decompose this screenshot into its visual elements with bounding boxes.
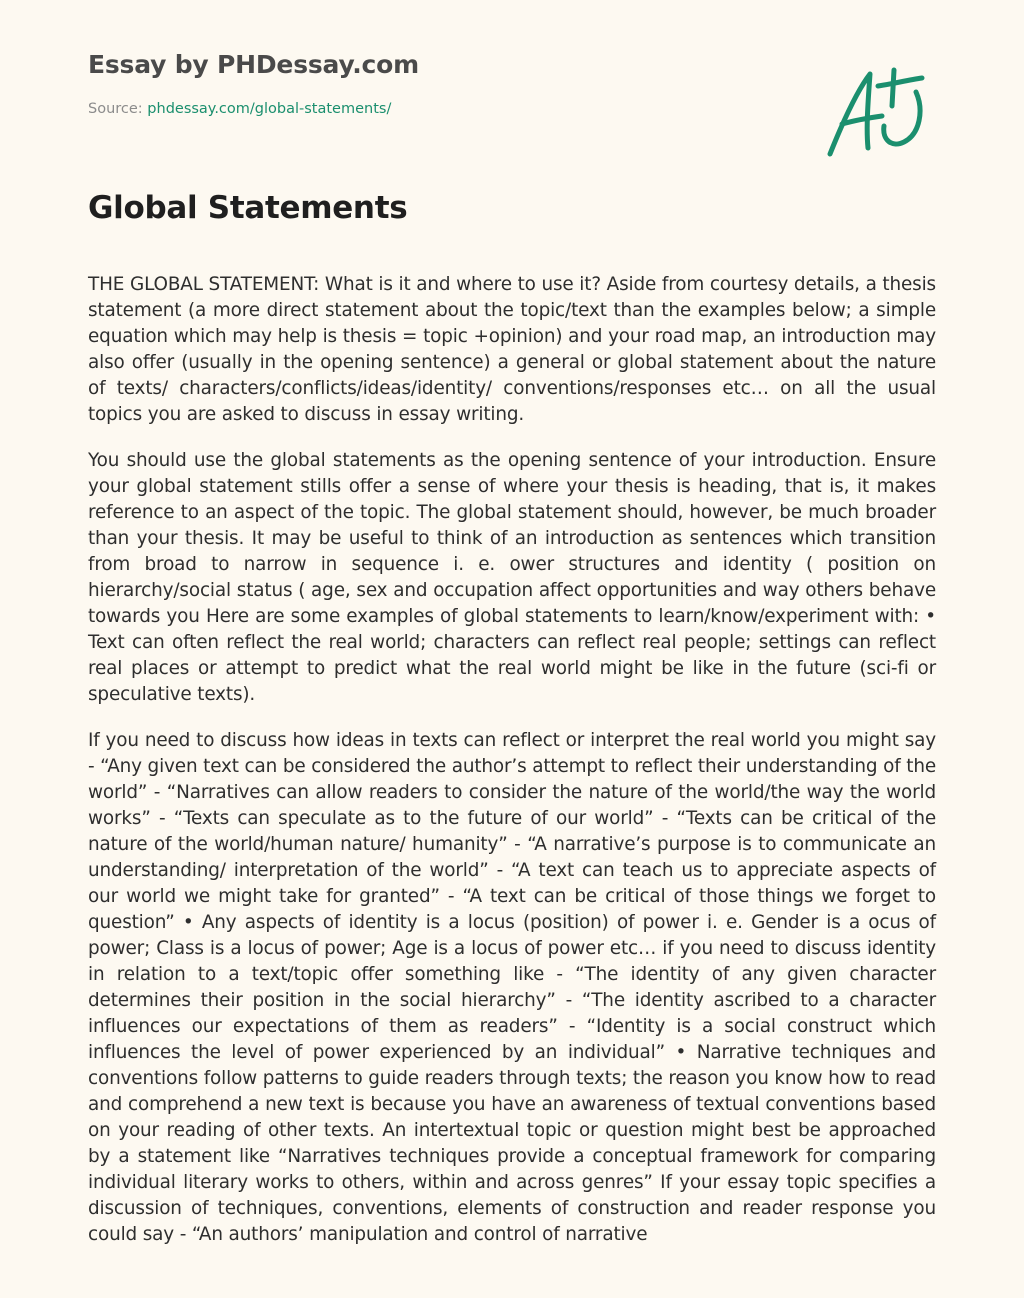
source-line: [88, 101, 391, 117]
paragraph-1: THE GLOBAL STATEMENT: What is it and where to use it? Aside from courtesy details, a thesis statement (a more direct statement about the topic/text than the examples below; a simple equation which may help is thesis = topic +opinion) and your road map, an introduction may also offer (usually in the opening sentence) a general or global statement about the nature of texts/ characters/conflicts/ideas/identity/ conventions/responses etc… on all the usual topics you are asked to discuss in essay writing.: [88, 274, 936, 425]
paragraph-2: You should use the global statements as the opening sentence of your introduction. Ensure your global statement stills offer a sense of where your thesis is heading, that is, it makes reference to an aspect of the topic. The global statement should, however, be much broader than your thesis. It may be useful to think of an introduction as sentences which transition from broad to narrow in sequence i. e. ower structures and identity ( position on hierarchy/social status ( age, sex and occupation affect opportunities and way others behave towards you Here are some examples of global statements to learn/know/experiment with: • Text can often reflect the real world; characters can reflect real people; settings can reflect real places or attempt to predict what the real world might be like in the future (sci-fi or speculative texts).: [88, 450, 936, 705]
site-title: Essay by PHDessay.com: [88, 50, 419, 79]
source-link[interactable]: phdessay.com/global-statements/: [147, 101, 392, 117]
essay-body: [88, 272, 936, 1268]
source-label: Source:: [88, 101, 148, 117]
a-plus-logo-icon: [812, 62, 930, 162]
paragraph-3: If you need to discuss how ideas in texts can reflect or interpret the real world you might say - “Any given text can be considered the author’s attempt to reflect their understanding of the world” - “Narratives can allow readers to consider the nature of the world/the way the world works” - “Texts can speculate as to the future of our world” - “Texts can be critical of the nature of the world/human nature/ humanity” - “A narrative’s purpose is to communicate an understanding/ interpretation of the world” - “A text can teach us to appreciate aspects of our world we might take for granted” - “A text can be critical of those things we forget to question” • Any aspects of identity is a locus (position) of power i. e. Gender is a ocus of power; Class is a locus of power; Age is a locus of power etc… if you need to discuss identity in relation to a text/topic offer something like - “The identity of any given character determines their position in the social hierarchy” - “The identity ascribed to a character influences our expectations of them as readers” - “Identity is a social construct which influences the level of power experienced by an individual” • Narrative techniques and conventions follow patterns to guide readers through texts; the reason you know how to read and comprehend a new text is because you have an awareness of textual conventions based on your reading of other texts. An intertextual topic or question might best be approached by a statement like “Narratives techniques provide a conceptual framework for comparing individual literary works to others, within and across genres” If your essay topic specifies a discussion of techniques, conventions, elements of construction and reader response you could say - “An authors’ manipulation and control of narrative: [88, 730, 936, 1245]
page-title: Global Statements: [88, 190, 408, 226]
